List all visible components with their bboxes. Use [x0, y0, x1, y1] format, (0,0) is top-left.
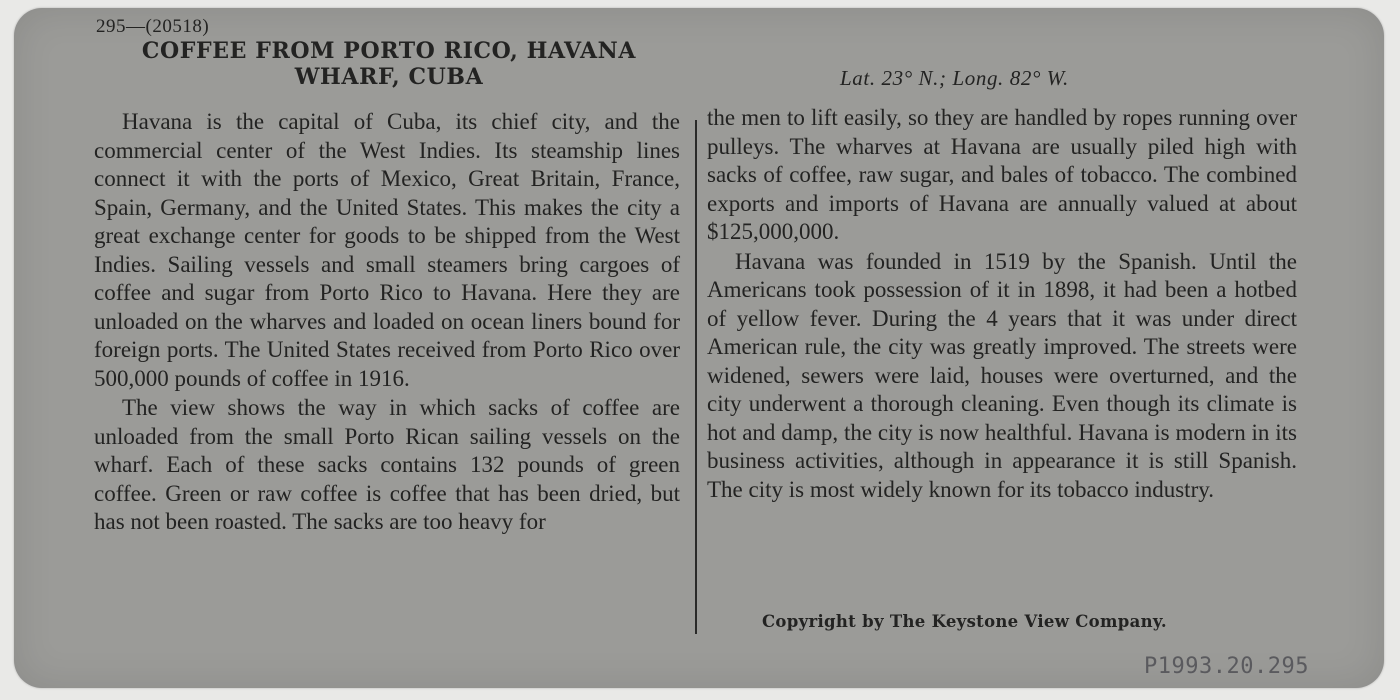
accession-number: P1993.20.295: [1144, 654, 1309, 679]
left-text-column: [94, 108, 680, 538]
stereoview-card-back: [14, 8, 1384, 688]
right-paragraph-1: the men to lift easily, so they are handled by ropes running over pulleys. The wharves at Havana are usually piled high with sacks of coffee, raw sugar, and bales of tobacco. The combined exports and imports of Havana are annually valued at about $125,000,000.: [707, 105, 1297, 244]
copyright-line: Copyright by The Keystone View Company.: [762, 612, 1167, 631]
title-line-2: WHARF, CUBA: [294, 64, 484, 90]
column-divider: [695, 120, 697, 634]
right-paragraph-2: Havana was founded in 1519 by the Spanish. Until the Americans took possession of it in 1898, it had been a hotbed of yellow fever. During the 4 years that it was under direct American rule, the city was greatly improved. The streets were widened, sewers were laid, houses were overturned, and the city underwent a thorough cleaning. Even though its climate is hot and damp, the city is now healthful. Havana is modern in its business activities, although in appearance it is still Spanish. The city is most widely known for its tobacco industry.: [707, 248, 1297, 502]
catalog-number: 295—(20518): [96, 16, 210, 37]
coordinates: Lat. 23° N.; Long. 82° W.: [840, 66, 1069, 90]
left-paragraph-2: The view shows the way in which sacks of coffee are unloaded from the small Porto Rican sailing vessels on the wharf. Each of these sacks contains 132 pounds of green coffee. Green or raw coffee is coffee that has been dried, but has not been roasted. The sacks are too heavy for: [94, 395, 680, 534]
title-line-1: COFFEE FROM PORTO RICO, HAVANA: [141, 38, 637, 64]
right-text-column: [707, 104, 1297, 505]
left-paragraph-1: Havana is the capital of Cuba, its chief city, and the commercial center of the West Indies. Its steamship lines connect it with the ports of Mexico, Great Britain, France, Spain, Germany, and the United States. This makes the city a great exchange center for goods to be shipped from the West Indies. Sailing vessels and small steamers bring cargoes of coffee and sugar from Porto Rico to Havana. Here they are unloaded on the wharves and loaded on ocean liners bound for foreign ports. The United States received from Porto Rico over 500,000 pounds of coffee in 1916.: [94, 109, 680, 391]
card-title: [94, 38, 684, 90]
